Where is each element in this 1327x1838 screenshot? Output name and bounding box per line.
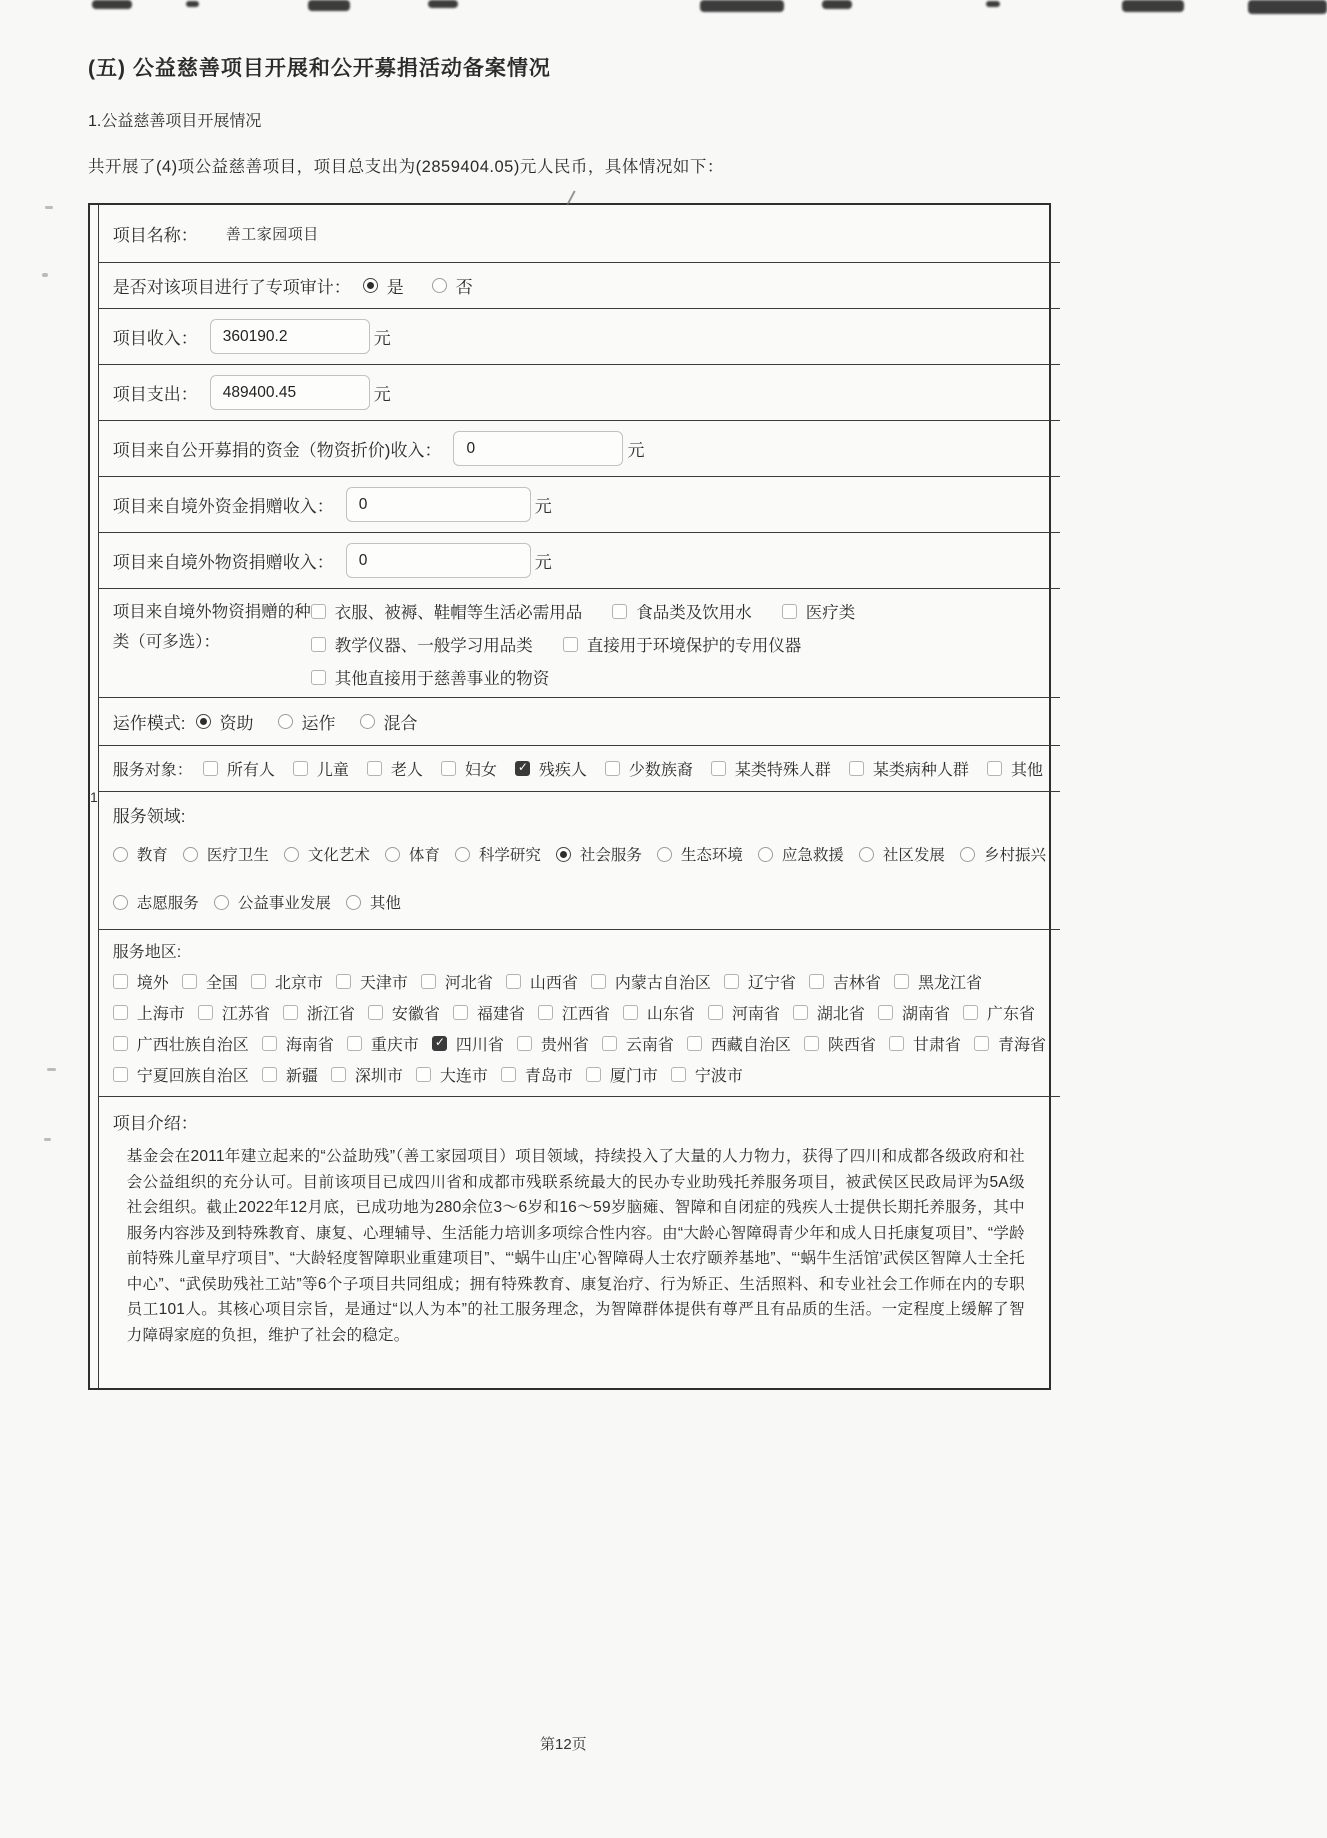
region-checkbox-option[interactable] — [974, 1032, 1046, 1055]
region-checkbox-option[interactable] — [453, 1001, 525, 1024]
radio-icon — [455, 847, 470, 862]
checkbox-label: 境外 — [136, 975, 169, 992]
checkbox-icon — [347, 1036, 362, 1051]
checkbox-label: 山西省 — [529, 975, 578, 992]
radio-label: 运作 — [301, 714, 336, 733]
checkbox-label: 福建省 — [476, 1006, 525, 1023]
radio-icon — [432, 278, 447, 293]
target-checkbox-option[interactable] — [711, 757, 831, 780]
radio-label: 公益事业发展 — [237, 895, 331, 912]
project-intro-row — [99, 1097, 1060, 1388]
radio-icon — [556, 847, 571, 862]
goods-types-options — [311, 597, 1046, 689]
income-label: 项目收入： — [112, 329, 198, 348]
checkbox-label: 宁波市 — [694, 1068, 743, 1085]
radio-label: 应急救援 — [781, 847, 844, 864]
checkbox-icon — [623, 1005, 638, 1020]
field-radio-option[interactable] — [214, 891, 331, 913]
checkbox-icon — [432, 1036, 447, 1051]
target-checkbox-option[interactable] — [515, 757, 587, 780]
overseas-goods-unit: 元 — [534, 553, 552, 572]
checkbox-icon — [311, 637, 326, 652]
checkbox-label: 宁夏回族自治区 — [136, 1068, 249, 1085]
checkbox-icon — [804, 1036, 819, 1051]
target-checkbox-option[interactable] — [987, 757, 1043, 780]
region-checkbox-option[interactable] — [804, 1032, 876, 1055]
checkbox-label: 直接用于环境保护的专用仪器 — [586, 637, 802, 655]
checkbox-label: 其他直接用于慈善事业的物资 — [334, 670, 550, 688]
checkbox-label: 云南省 — [625, 1037, 674, 1054]
field-radio-option[interactable] — [284, 843, 370, 865]
service-regions-row — [99, 930, 1060, 1097]
target-checkbox-option[interactable] — [441, 757, 497, 780]
checkbox-label: 大连市 — [439, 1068, 488, 1085]
checkbox-icon — [113, 1005, 128, 1020]
radio-label: 是 — [386, 278, 404, 297]
checkbox-label: 其他 — [1010, 762, 1043, 779]
region-checkbox-option[interactable] — [416, 1063, 488, 1086]
region-checkbox-option[interactable] — [331, 1063, 403, 1086]
radio-icon — [385, 847, 400, 862]
service-regions-label: 服务地区: — [112, 944, 182, 961]
checkbox-label: 衣服、被褥、鞋帽等生活必需用品 — [334, 604, 583, 622]
checkbox-icon — [311, 604, 326, 619]
radio-icon — [960, 847, 975, 862]
radio-label: 文化艺术 — [307, 847, 370, 864]
service-fields-row — [99, 792, 1060, 930]
radio-icon — [363, 278, 378, 293]
checkbox-icon — [283, 1005, 298, 1020]
checkbox-label: 江苏省 — [221, 1006, 270, 1023]
region-checkbox-option[interactable] — [113, 1063, 249, 1086]
scan-artifact — [700, 0, 784, 12]
income-row — [99, 309, 1060, 365]
checkbox-label: 辽宁省 — [747, 975, 796, 992]
radio-label: 志愿服务 — [136, 895, 199, 912]
service-regions-line2 — [113, 1001, 1046, 1024]
checkbox-label: 河北省 — [444, 975, 493, 992]
target-checkbox-option[interactable] — [605, 757, 693, 780]
scan-artifact — [1122, 0, 1184, 12]
checkbox-label: 北京市 — [274, 975, 323, 992]
radio-icon — [284, 847, 299, 862]
region-checkbox-option[interactable] — [878, 1001, 950, 1024]
region-checkbox-option[interactable] — [113, 1032, 249, 1055]
checkbox-label: 青海省 — [997, 1037, 1046, 1054]
checkbox-label: 内蒙古自治区 — [614, 975, 711, 992]
checkbox-icon — [878, 1005, 893, 1020]
checkbox-label: 深圳市 — [354, 1068, 403, 1085]
checkbox-icon — [612, 604, 627, 619]
audit-radio-option[interactable] — [432, 273, 473, 298]
region-checkbox-option[interactable] — [182, 970, 238, 993]
checkbox-icon — [441, 761, 456, 776]
radio-icon — [278, 714, 293, 729]
radio-label: 生态环境 — [680, 847, 743, 864]
service-regions-line3 — [113, 1032, 1046, 1055]
field-radio-option[interactable] — [960, 843, 1046, 865]
region-checkbox-option[interactable] — [421, 970, 493, 993]
checkbox-label: 陕西省 — [827, 1037, 876, 1054]
checkbox-icon — [501, 1067, 516, 1082]
checkbox-icon — [793, 1005, 808, 1020]
region-checkbox-option[interactable] — [113, 1001, 185, 1024]
goods-types-label: 项目来自境外物资捐赠的种类（可多选）： — [112, 603, 311, 651]
expense-label: 项目支出： — [112, 385, 198, 404]
radio-label: 科学研究 — [478, 847, 541, 864]
region-checkbox-option[interactable] — [586, 1063, 658, 1086]
region-checkbox-option[interactable] — [198, 1001, 270, 1024]
goods-type-checkbox-option[interactable] — [612, 599, 752, 623]
field-radio-option[interactable] — [113, 891, 199, 913]
region-checkbox-option[interactable] — [262, 1032, 334, 1055]
field-radio-option[interactable] — [455, 843, 541, 865]
overseas-goods-label: 项目来自境外物资捐赠收入： — [112, 553, 334, 572]
checkbox-label: 黑龙江省 — [917, 975, 982, 992]
checkbox-icon — [849, 761, 864, 776]
radio-label: 否 — [455, 278, 473, 297]
expense-unit: 元 — [373, 385, 391, 404]
checkbox-icon — [506, 974, 521, 989]
audit-options — [363, 273, 473, 298]
public-fundraising-row — [99, 421, 1060, 477]
scan-artifact — [186, 1, 199, 7]
field-radio-option[interactable] — [657, 843, 743, 865]
operation-mode-options — [196, 709, 418, 734]
audit-radio-option[interactable] — [363, 273, 404, 298]
radio-label: 体育 — [408, 847, 440, 864]
service-regions-line4 — [113, 1063, 1046, 1086]
radio-icon — [183, 847, 198, 862]
checkbox-icon — [311, 670, 326, 685]
field-radio-option[interactable] — [859, 843, 945, 865]
checkbox-icon — [293, 761, 308, 776]
goods-type-checkbox-option[interactable] — [311, 599, 583, 623]
scan-artifact — [45, 206, 53, 209]
radio-label: 教育 — [136, 847, 168, 864]
checkbox-label: 贵州省 — [540, 1037, 589, 1054]
region-checkbox-option[interactable] — [368, 1001, 440, 1024]
page-number: 第12页 — [540, 1736, 587, 1753]
checkbox-icon — [203, 761, 218, 776]
radio-icon — [758, 847, 773, 862]
radio-label: 社区发展 — [882, 847, 945, 864]
checkbox-icon — [113, 1067, 128, 1082]
radio-label: 混合 — [383, 714, 418, 733]
checkbox-icon — [538, 1005, 553, 1020]
checkbox-label: 重庆市 — [370, 1037, 419, 1054]
checkbox-icon — [367, 761, 382, 776]
mode-radio-option[interactable] — [278, 709, 336, 734]
form-rows — [99, 205, 1060, 1388]
income-unit: 元 — [373, 329, 391, 348]
audit-row — [99, 263, 1060, 309]
checkbox-icon — [687, 1036, 702, 1051]
radio-icon — [859, 847, 874, 862]
checkbox-label: 河南省 — [731, 1006, 780, 1023]
radio-icon — [657, 847, 672, 862]
checkbox-icon — [708, 1005, 723, 1020]
goods-types-row — [99, 589, 1060, 698]
field-radio-option[interactable] — [758, 843, 844, 865]
checkbox-label: 儿童 — [316, 762, 349, 779]
overseas-fund-unit: 元 — [534, 497, 552, 516]
region-checkbox-option[interactable] — [432, 1032, 504, 1055]
scan-artifact — [42, 273, 48, 277]
region-checkbox-option[interactable] — [602, 1032, 674, 1055]
checkbox-icon — [182, 974, 197, 989]
checkbox-label: 某类病种人群 — [872, 762, 969, 779]
radio-icon — [113, 895, 128, 910]
project-name-value: 善工家园项目 — [225, 226, 319, 243]
goods-type-checkbox-option[interactable] — [563, 632, 802, 656]
checkbox-label: 海南省 — [285, 1037, 334, 1054]
service-fields-label: 服务领域: — [112, 807, 186, 826]
checkbox-label: 所有人 — [226, 762, 275, 779]
checkbox-icon — [331, 1067, 346, 1082]
radio-icon — [214, 895, 229, 910]
region-checkbox-option[interactable] — [517, 1032, 589, 1055]
checkbox-icon — [711, 761, 726, 776]
radio-label: 其他 — [369, 895, 401, 912]
checkbox-label: 妇女 — [464, 762, 497, 779]
radio-icon — [346, 895, 361, 910]
service-fields-line2 — [113, 891, 1046, 913]
operation-mode-row — [99, 698, 1060, 746]
scan-artifact — [47, 1068, 56, 1071]
checkbox-icon — [724, 974, 739, 989]
scan-artifact — [428, 0, 458, 8]
region-checkbox-option[interactable] — [113, 970, 169, 993]
checkbox-label: 青岛市 — [524, 1068, 573, 1085]
checkbox-label: 厦门市 — [609, 1068, 658, 1085]
overseas-goods-row — [99, 533, 1060, 589]
checkbox-icon — [421, 974, 436, 989]
radio-icon — [196, 714, 211, 729]
checkbox-icon — [605, 761, 620, 776]
checkbox-label: 四川省 — [455, 1037, 504, 1054]
scan-artifact — [1248, 0, 1327, 14]
income-input[interactable]: 360190.2 — [210, 319, 370, 354]
checkbox-label: 西藏自治区 — [710, 1037, 791, 1054]
public-fundraising-input[interactable]: 0 — [453, 431, 623, 466]
region-checkbox-option[interactable] — [347, 1032, 419, 1055]
field-radio-option[interactable] — [113, 843, 168, 865]
operation-mode-label: 运作模式: — [112, 714, 186, 733]
radio-label: 社会服务 — [579, 847, 642, 864]
project-intro-text: 基金会在2011年建立起来的“公益助残”（善工家园项目）项目领域，持续投入了大量的人力物力，获得了四川和成都各级政府和社会公益组织的充分认可。目前该项目已成四川省和成都市残联系统最大的民办专业助残托养服务项目，被武侯区民政局评为5A级社会组织。截止2022年12月底，已成功地为280余位3～6岁和16～59岁脑瘫、智障和自闭症的残疾人士提供长期托养服务，其中服务内容涉及到特殊教育、康复、心理辅导、生活能力培训多项综合性内容。由“大龄心智障碍青少年和成人日托康复项目”、“学龄前特殊儿童早疗项目”、“大龄轻度智障职业重建项目”、“‘蜗牛山庄’心智障碍人士农疗颐养基地”、“‘蜗牛生活馆’武侯区智障人士全托中心”、“武侯助残社工站”等6个子项目共同组成；拥有特殊教育、康复治疗、行为矫正、生活照料、和专业社会工作师在内的专职员工101人。其核心项目宗旨，是通过“以人为本”的社工服务理念，为智障群体提供有尊严且有品质的生活。一定程度上缓解了智力障碍家庭的负担，维护了社会的稳定。 — [126, 1148, 1025, 1344]
checkbox-label: 食品类及饮用水 — [636, 604, 752, 622]
checkbox-label: 广西壮族自治区 — [136, 1037, 249, 1054]
radio-label: 乡村振兴 — [983, 847, 1046, 864]
checkbox-label: 医疗类 — [805, 604, 856, 622]
checkbox-label: 湖南省 — [901, 1006, 950, 1023]
region-checkbox-option[interactable] — [708, 1001, 780, 1024]
checkbox-icon — [515, 761, 530, 776]
checkbox-label: 甘肃省 — [912, 1037, 961, 1054]
radio-label: 医疗卫生 — [206, 847, 269, 864]
checkbox-icon — [113, 1036, 128, 1051]
scan-artifact — [308, 0, 350, 11]
region-checkbox-option[interactable] — [283, 1001, 355, 1024]
checkbox-label: 上海市 — [136, 1006, 185, 1023]
region-checkbox-option[interactable] — [963, 1001, 1035, 1024]
checkbox-label: 吉林省 — [832, 975, 881, 992]
checkbox-icon — [453, 1005, 468, 1020]
field-radio-option[interactable] — [346, 891, 401, 913]
checkbox-icon — [517, 1036, 532, 1051]
region-checkbox-option[interactable] — [687, 1032, 791, 1055]
target-checkbox-option[interactable] — [293, 757, 349, 780]
region-checkbox-option[interactable] — [793, 1001, 865, 1024]
checkbox-label: 少数族裔 — [628, 762, 693, 779]
project-name-label: 项目名称： — [112, 226, 198, 245]
field-radio-option[interactable] — [183, 843, 269, 865]
checkbox-icon — [416, 1067, 431, 1082]
mode-radio-option[interactable] — [196, 709, 254, 734]
goods-type-checkbox-option[interactable] — [311, 665, 550, 689]
checkbox-icon — [782, 604, 797, 619]
checkbox-icon — [113, 974, 128, 989]
field-radio-option[interactable] — [385, 843, 440, 865]
expense-input[interactable]: 489400.45 — [210, 375, 370, 410]
service-regions-line1 — [113, 970, 1046, 993]
checkbox-label: 安徽省 — [391, 1006, 440, 1023]
radio-label: 资助 — [219, 714, 254, 733]
region-checkbox-option[interactable] — [671, 1063, 743, 1086]
goods-type-checkbox-option[interactable] — [311, 632, 533, 656]
checkbox-icon — [602, 1036, 617, 1051]
overseas-fund-input[interactable]: 0 — [346, 487, 531, 522]
scan-artifact — [92, 0, 132, 9]
checkbox-icon — [987, 761, 1002, 776]
target-checkbox-option[interactable] — [367, 757, 423, 780]
summary-text: 共开展了(4)项公益慈善项目，项目总支出为(2859404.05)元人民币，具体情况如下： — [88, 158, 724, 176]
project-name-row — [99, 205, 1060, 263]
goods-type-checkbox-option[interactable] — [782, 599, 856, 623]
checkbox-icon — [894, 974, 909, 989]
checkbox-label: 湖北省 — [816, 1006, 865, 1023]
checkbox-icon — [586, 1067, 601, 1082]
target-checkbox-option[interactable] — [203, 757, 275, 780]
checkbox-label: 江西省 — [561, 1006, 610, 1023]
scan-artifact — [822, 0, 852, 9]
checkbox-label: 全国 — [205, 975, 238, 992]
public-fundraising-unit: 元 — [627, 441, 645, 460]
overseas-fund-label: 项目来自境外资金捐赠收入： — [112, 497, 334, 516]
scan-artifact — [44, 1138, 51, 1141]
audit-label: 是否对该项目进行了专项审计： — [112, 278, 351, 297]
checkbox-icon — [974, 1036, 989, 1051]
public-fundraising-label: 项目来自公开募捐的资金（物资折价)收入： — [112, 441, 442, 460]
checkbox-icon — [963, 1005, 978, 1020]
subsection-title: 1.公益慈善项目开展情况 — [88, 113, 262, 130]
service-targets-label: 服务对象： — [112, 762, 193, 779]
checkbox-label: 山东省 — [646, 1006, 695, 1023]
region-checkbox-option[interactable] — [262, 1063, 318, 1086]
expense-row — [99, 365, 1060, 421]
service-targets-row — [99, 746, 1060, 792]
checkbox-label: 老人 — [390, 762, 423, 779]
checkbox-label: 浙江省 — [306, 1006, 355, 1023]
region-checkbox-option[interactable] — [251, 970, 323, 993]
region-checkbox-option[interactable] — [809, 970, 881, 993]
checkbox-icon — [262, 1036, 277, 1051]
project-intro-label: 项目介绍： — [112, 1114, 198, 1133]
project-form-table — [88, 203, 1051, 1390]
radio-icon — [113, 847, 128, 862]
checkbox-icon — [809, 974, 824, 989]
checkbox-label: 某类特殊人群 — [734, 762, 831, 779]
region-checkbox-option[interactable] — [623, 1001, 695, 1024]
checkbox-icon — [262, 1067, 277, 1082]
checkbox-icon — [336, 974, 351, 989]
region-checkbox-option[interactable] — [501, 1063, 573, 1086]
field-radio-option[interactable] — [556, 843, 642, 865]
checkbox-icon — [198, 1005, 213, 1020]
checkbox-label: 新疆 — [285, 1068, 318, 1085]
checkbox-label: 天津市 — [359, 975, 408, 992]
region-checkbox-option[interactable] — [894, 970, 982, 993]
region-checkbox-option[interactable] — [591, 970, 711, 993]
checkbox-icon — [251, 974, 266, 989]
scan-artifact — [986, 1, 1000, 7]
checkbox-label: 广东省 — [986, 1006, 1035, 1023]
checkbox-icon — [563, 637, 578, 652]
checkbox-icon — [368, 1005, 383, 1020]
mode-radio-option[interactable] — [360, 709, 418, 734]
region-checkbox-option[interactable] — [724, 970, 796, 993]
checkbox-icon — [889, 1036, 904, 1051]
overseas-fund-row — [99, 477, 1060, 533]
region-checkbox-option[interactable] — [889, 1032, 961, 1055]
row-index: 1 — [90, 205, 99, 1388]
region-checkbox-option[interactable] — [506, 970, 578, 993]
checkbox-label: 残疾人 — [538, 762, 587, 779]
region-checkbox-option[interactable] — [538, 1001, 610, 1024]
checkbox-icon — [591, 974, 606, 989]
service-targets-options — [203, 757, 1043, 780]
radio-icon — [360, 714, 375, 729]
checkbox-icon — [671, 1067, 686, 1082]
checkbox-label: 教学仪器、一般学习用品类 — [334, 637, 533, 655]
target-checkbox-option[interactable] — [849, 757, 969, 780]
service-fields-line1 — [113, 843, 1046, 865]
region-checkbox-option[interactable] — [336, 970, 408, 993]
overseas-goods-input[interactable]: 0 — [346, 543, 531, 578]
section-title: (五) 公益慈善项目开展和公开募捐活动备案情况 — [88, 57, 551, 80]
